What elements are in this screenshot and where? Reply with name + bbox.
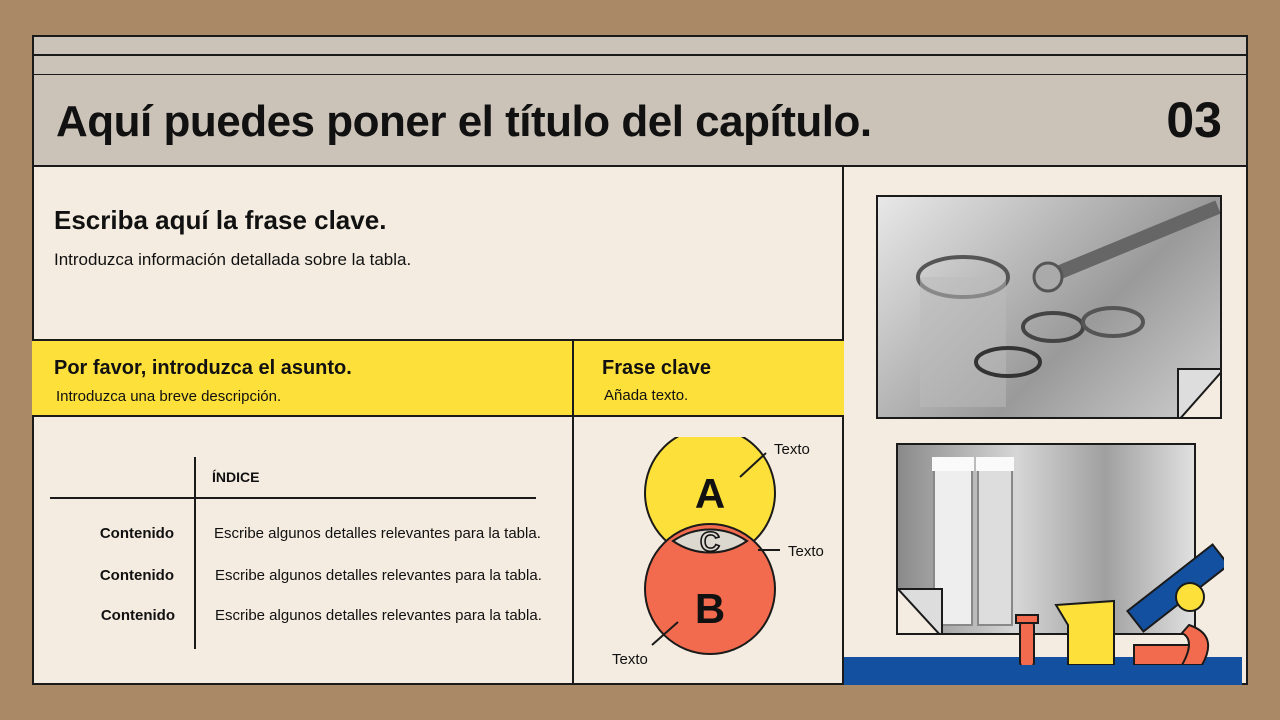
venn-label-c: C [699, 526, 721, 557]
table-divider [50, 497, 536, 499]
table-row-label: Contenido [100, 607, 175, 624]
venn-text-label: Texto [612, 651, 648, 668]
top-stripe [34, 37, 1246, 54]
table-header: ÍNDICE [212, 469, 260, 485]
key-phrase: Escriba aquí la frase clave. [54, 205, 387, 235]
page-title: Aquí puedes poner el título del capítulo. [56, 97, 872, 146]
table-row-text: Escribe algunos detalles relevantes para la tabla. [214, 525, 541, 542]
test-tubes-illustration [878, 197, 1222, 419]
venn-text-label: Texto [774, 441, 810, 458]
slide [32, 35, 1248, 685]
test-tubes-photo [876, 195, 1222, 419]
venn-label-b: B [694, 585, 726, 632]
table-row-label: Contenido [99, 525, 174, 542]
subject-title: Por favor, introduzca el asunto. [54, 357, 352, 379]
key-description: Introduzca información detallada sobre la tabla. [54, 250, 412, 269]
venn-text-label: Texto [788, 543, 824, 560]
table-divider [194, 457, 196, 649]
microscope-icon [1014, 515, 1224, 665]
chapter-number: 03 [1166, 92, 1222, 148]
key-box-description: Añada texto. [604, 387, 689, 404]
venn-label-a: A [694, 470, 726, 517]
table-row-text: Escribe algunos detalles relevantes para la tabla. [215, 567, 542, 584]
divider [572, 339, 574, 685]
table-row-label: Contenido [99, 567, 174, 584]
subject-description: Introduzca una breve descripción. [56, 388, 282, 405]
top-stripe [34, 56, 1246, 74]
key-box-title: Frase clave [602, 357, 711, 379]
table-row-text: Escribe algunos detalles relevantes para la tabla. [215, 607, 542, 624]
